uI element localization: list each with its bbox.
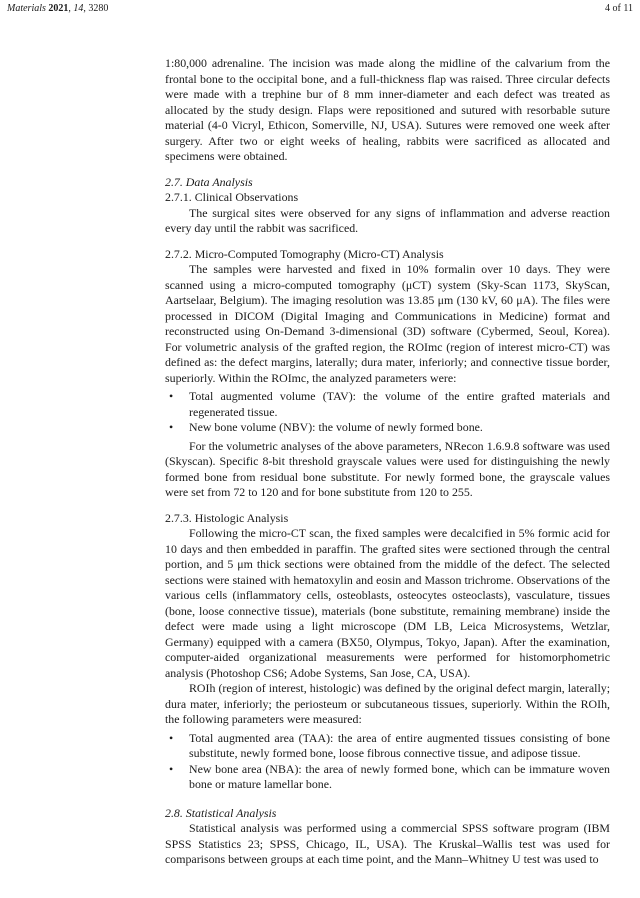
subsection-heading-clinical: 2.7.1. Clinical Observations — [165, 190, 299, 204]
histologic-parameter-list — [165, 731, 610, 793]
subsection-heading-microct: 2.7.2. Micro-Computed Tomography (Micro-CT) Analysis — [165, 246, 444, 261]
journal-year: 2021 — [48, 3, 69, 14]
microct-paragraph: The samples were harvested and fixed in 10% formalin over 10 days. They were scanned using a micro-computed tomography (μCT) system (Sky-Scan 1173, SkyScan, Aartselaar, Belgium). The imaging resolution was 13.85 μm (130 kV, 60 μA). The files were processed in DICOM (Digital Imaging and Communications in Medicine) format and reconstructed using On-Demand 3-dimensional (3D) software (Cybermed, Seoul, Korea). For volumetric analysis of the grafted region, the ROImc (region of interest micro-CT) was defined as: the defect margins, laterally; dura mater, inferiorly; and connective tissue border, superiorly. Within the ROImc, the analyzed parameters were: — [165, 262, 610, 385]
section-heading-statistical: 2.8. Statistical Analysis — [165, 805, 277, 820]
statistical-paragraph: Statistical analysis was performed using a commercial SPSS software program (IBM SPSS Statistics 23; SPSS, Chicago, IL, USA). The Kruskal–Wallis test was used for comparisons between groups at each time point, and the Mann–Whitney U test was used to — [165, 821, 610, 866]
page-number: 4 of 11 — [605, 3, 633, 14]
histologic-paragraph-2: ROIh (region of interest, histologic) was defined by the original defect margin, laterally; dura mater, inferiorly; the periosteum or subcutaneous tissues, superiorly. Within the ROIh, the following parameters were measured: — [165, 681, 610, 726]
histologic-paragraph: Following the micro-CT scan, the fixed samples were decalcified in 5% formic acid for 10 days and then embedded in paraffin. The grafted sites were sectioned through the central portion, and 5 μm thick sections were obtained from the middle of the defect. The selected sections were stained with hematoxylin and eosin and Masson trichrome. Observations of the various cells (inflammatory cells, osteoblasts, osteocytes osteoclasts), vasculature, tissues (bone, loose connective tissue), materials (bone substitute, remaining membrane) inside the defect were made using a light microscope (DM LB, Leica Microsystems, Wetzlar, Germany) equipped with a camera (BX50, Olympus, Tokyo, Japan). After the examination, computer-aided organizational measurements were performed for histomorphometric analysis (Photoshop CS6; Adobe Systems, San Jose, CA, USA). — [165, 526, 610, 680]
clinical-paragraph: The surgical sites were observed for any signs of inflammation and adverse reaction every day until the rabbit was sacrificed. — [165, 205, 610, 235]
intro-paragraph: 1:80,000 adrenaline. The incision was made along the midline of the calvarium from the frontal bone to the occipital bone, and a full-thickness flap was raised. Three circular defects were made with a trephine bur of 8 mm inner-diameter and each defect was treated as allocated by the study design. Flaps were repositioned and sutured with resorbable suture material (4-0 Vicryl, Ethicon, Somerville, NJ, USA). Sutures were removed one week after surgery. After two or eight weeks of healing, rabbits were sacrificed as allocated and specimens were obtained. — [165, 56, 610, 163]
journal-citation: Materials 2021, 14, 3280 — [7, 3, 109, 14]
subsection-heading-histologic: 2.7.3. Histologic Analysis — [165, 510, 289, 525]
microct-parameter-list — [165, 389, 610, 436]
journal-name: Materials — [7, 3, 46, 14]
list-item: • Total augmented volume (TAV): the volume of the entire grafted materials and regenerated tissue. — [165, 389, 610, 420]
microct-paragraph-2: For the volumetric analyses of the above parameters, NRecon 1.6.9.8 software was used (Skyscan). Specific 8-bit threshold grayscale values were used for distinguishing the newly formed bone from residual bone substitute. For newly formed bone, the grayscale values were set from 72 to 120 and for bone substitute from 120 to 255. — [165, 438, 610, 499]
page-header — [7, 2, 633, 15]
article-body — [165, 56, 610, 868]
list-item: • Total augmented area (TAA): the area of entire augmented tissues consisting of bone substitute, newly formed bone, loose fibrous connective tissue, and adipose tissue. — [165, 731, 610, 762]
article-number: 3280 — [88, 3, 109, 14]
list-item: • New bone volume (NBV): the volume of newly formed bone. — [165, 420, 610, 436]
list-item: • New bone area (NBA): the area of newly formed bone, which can be immature woven bone or mature lamellar bone. — [165, 762, 610, 793]
journal-volume: 14 — [73, 3, 84, 14]
section-heading-data-analysis: 2.7. Data Analysis — [165, 174, 253, 189]
